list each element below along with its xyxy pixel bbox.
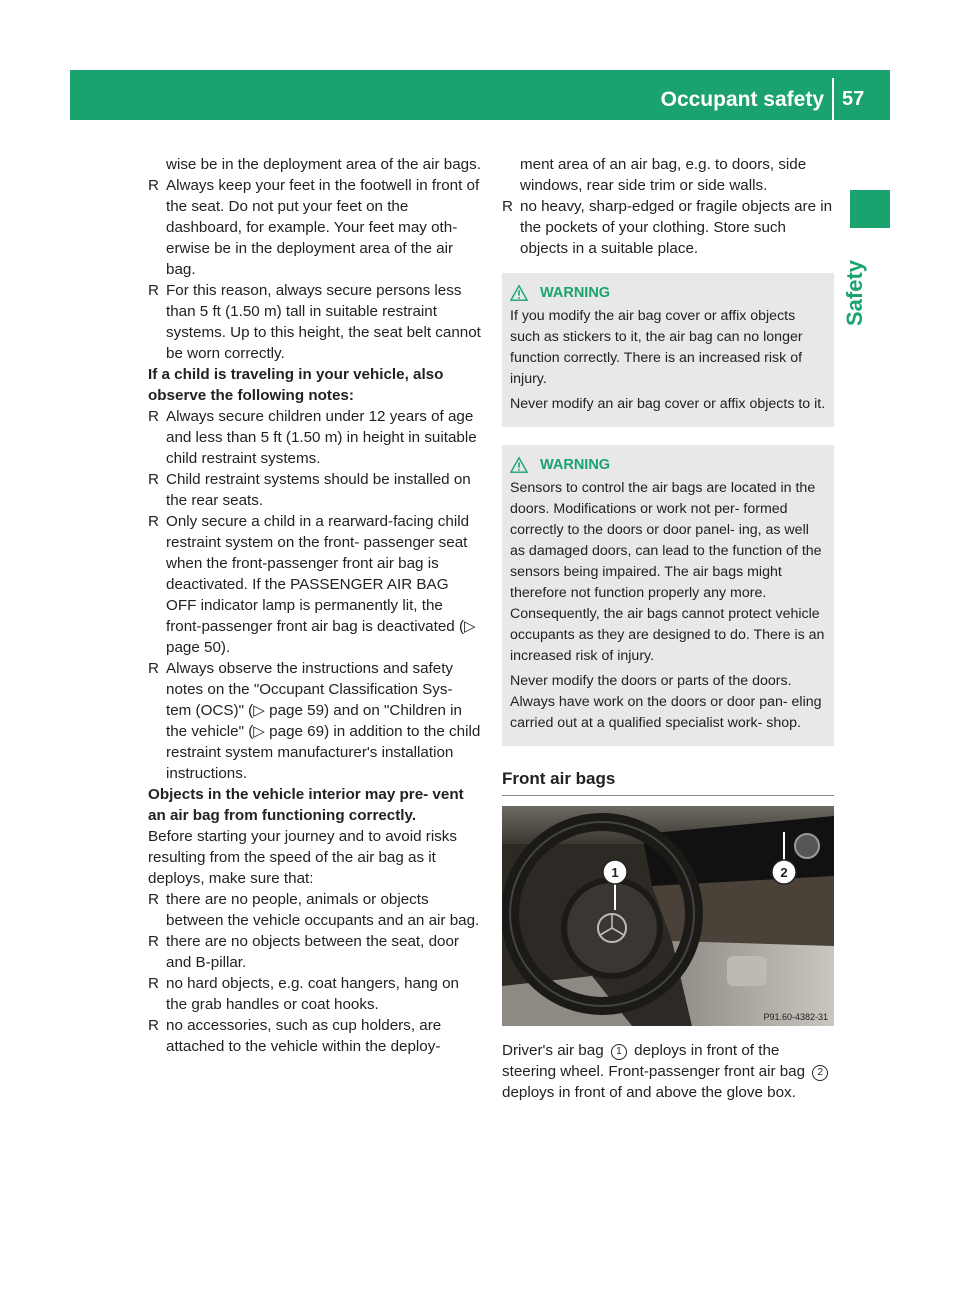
bullet-mark: R	[148, 933, 159, 950]
list-item: R Always keep your feet in the footwell in front of the seat. Do not put your feet on the dashboard, for example. Your feet may oth- erwise be in the deployment area of the air bag.	[148, 177, 480, 278]
warning-box	[502, 273, 834, 427]
figure-code: P91.60-4382-31	[763, 1012, 828, 1022]
chapter-tab	[850, 190, 890, 228]
warning-text: Never modify the doors or parts of the doors. Always have work on the doors or door pan- eling carried out at a qualified specialist work- shop.	[510, 673, 822, 731]
header-divider	[832, 78, 834, 120]
callout-2: 2	[780, 865, 788, 880]
warning-title: WARNING	[510, 283, 826, 304]
left-column	[148, 154, 481, 1057]
bullet-mark: R	[148, 975, 159, 992]
running-header-title: Occupant safety	[660, 88, 824, 111]
dashboard-illustration	[502, 806, 834, 1026]
list-item: R Child restraint systems should be installed on the rear seats.	[148, 471, 471, 509]
list-item: R no heavy, sharp-edged or fragile objects are in the pockets of your clothing. Store such objects in a suitable place.	[502, 198, 833, 257]
list-item: R there are no people, animals or objects between the vehicle occupants and an air bag.	[148, 891, 480, 929]
warning-text: Never modify an air bag cover or affix objects to it.	[510, 396, 826, 412]
bullet-mark: R	[148, 408, 159, 425]
subheading-child: If a child is traveling in your vehicle, also observe the following notes:	[148, 366, 444, 404]
right-column	[502, 154, 834, 1103]
warning-title: WARNING	[510, 455, 826, 476]
list-item: R no hard objects, e.g. coat hangers, hang on the grab handles or coat hooks.	[148, 975, 459, 1013]
bullet-mark: R	[148, 891, 159, 908]
callout-ref-2: 2	[812, 1065, 828, 1081]
bullet-mark: R	[148, 177, 159, 194]
bullet-mark: R	[148, 471, 159, 488]
list-item: R Only secure a child in a rearward-facing child restraint system on the front- passenger seat when the front-passenger front air bag is deactivated. If the PASSENGER AIR BAG OFF indicator lamp is permanently lit, the front-passenger front air bag is deactivated (▷ page 50).	[148, 513, 476, 656]
callout-1: 1	[611, 865, 619, 880]
bullet-mark: R	[148, 660, 159, 677]
bullet-mark: R	[148, 513, 159, 530]
callout-ref-1: 1	[611, 1044, 627, 1060]
warning-triangle-icon	[510, 456, 528, 474]
chapter-label: Safety	[842, 259, 867, 326]
subheading-objects: Objects in the vehicle interior may pre- vent an air bag from functioning correctly.	[148, 786, 464, 824]
warning-text: Sensors to control the air bags are located in the doors. Modifications or work not per- formed correctly to the doors or door panel- ing, as well as damaged doors, can lead to the function of the sensors being impaired. The air bags might therefore not function properly any more. Consequently, the air bags cannot protect vehicle occupants as they are designed to do. There is an increased risk of injury.	[510, 480, 825, 664]
list-item: R Always observe the instructions and safety notes on the "Occupant Classification Sys- tem (OCS)" (▷ page 59) and on "Children in the vehicle" (▷ page 69) in addition to the child restraint system manufacturer's installation instructions.	[148, 660, 481, 782]
list-item: R there are no objects between the seat, door and B-pillar.	[148, 933, 459, 971]
warning-triangle-icon	[510, 284, 528, 302]
paragraph: Before starting your journey and to avoid risks resulting from the speed of the air bag as it deploys, make sure that:	[148, 828, 457, 887]
figure-caption: Driver's air bag 1 deploys in front of the steering wheel. Front-passenger front air bag 2 deploys in front of and above the glove box.	[502, 1040, 834, 1103]
section-title: Front air bags	[502, 768, 834, 796]
warning-text: If you modify the air bag cover or affix objects such as stickers to it, the air bag can no longer function correctly. There is an increased risk of injury.	[510, 308, 803, 387]
warning-box	[502, 445, 834, 746]
list-item: R For this reason, always secure persons less than 5 ft (1.50 m) tall in suitable restraint systems. Up to this height, the seat belt cannot be worn correctly.	[148, 282, 481, 362]
page-number: 57	[842, 88, 865, 110]
dashboard-figure	[502, 806, 834, 1026]
bullet-mark: R	[148, 1017, 159, 1034]
list-item: R no accessories, such as cup holders, are attached to the vehicle within the deploy-	[148, 1017, 442, 1055]
bullet-mark: R	[148, 282, 159, 299]
bullet-mark: R	[502, 198, 513, 215]
continued-text: ment area of an air bag, e.g. to doors, side windows, rear side trim or side walls.	[520, 156, 807, 194]
list-item: R Always secure children under 12 years of age and less than 5 ft (1.50 m) in height in suitable child restraint systems.	[148, 408, 477, 467]
continued-text: wise be in the deployment area of the air bags.	[166, 156, 481, 173]
